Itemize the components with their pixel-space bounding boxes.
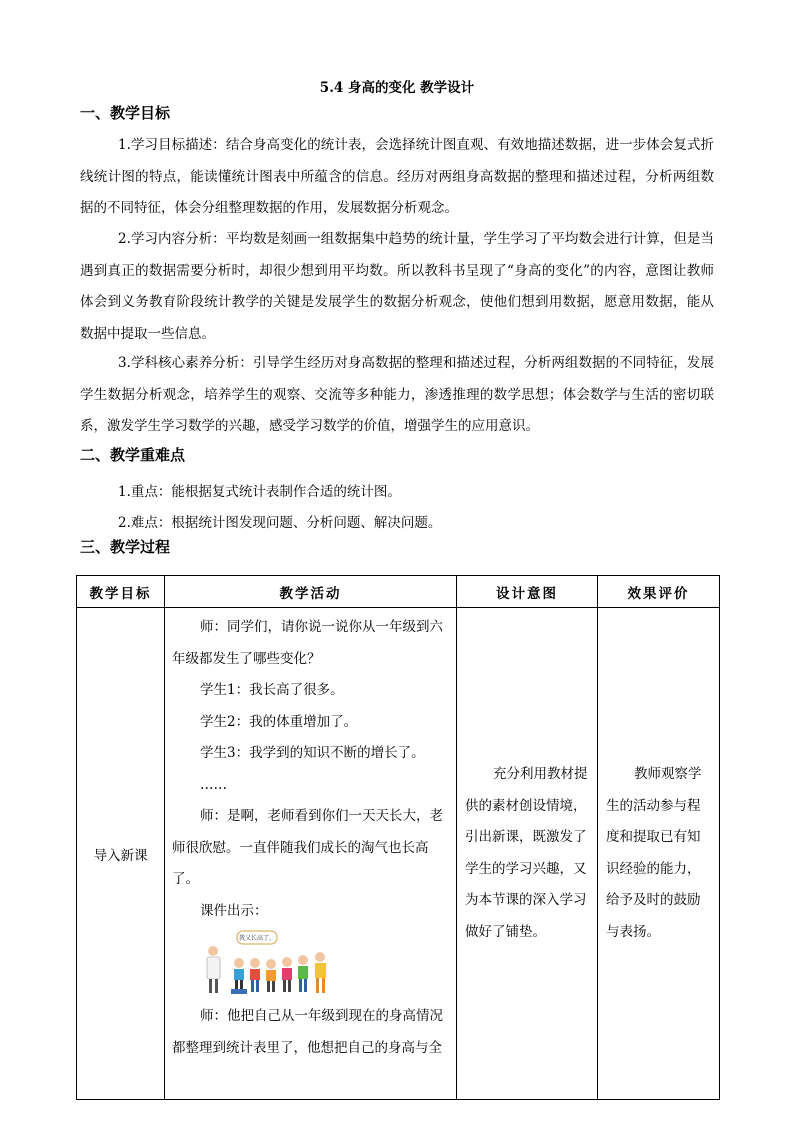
children-height-illustration: [203, 929, 343, 1001]
section-heading-process: 三、教学过程: [80, 538, 171, 556]
column-header-goal: 教学目标: [77, 576, 165, 608]
doctor-coat: [207, 957, 220, 979]
column-header-activity: 教学活动: [165, 576, 457, 608]
activity-line: 课件出示：: [200, 902, 268, 919]
activity-line: 师：是啊，老师看到你们一天天长大，老师很欣慰。一直伴随我们成长的淘气也长高了。: [172, 808, 443, 887]
teaching-process-table: [76, 575, 720, 1100]
goal-paragraph-1: 1.学习目标描述：结合身高变化的统计表，会选择统计图直观、有效地描述数据，进一步体会复式折线统计图的特点，能读懂统计图表中所蕴含的信息。经历对两组身高数据的整理和描述过程，分析两组数据的不同特征，体会分组整理数据的作用，发展数据分析观念。: [80, 137, 714, 216]
activity-line: 学生2：我的体重增加了。: [200, 713, 358, 730]
column-header-intent: 设计意图: [457, 576, 598, 608]
activity-line: ……: [200, 776, 227, 793]
activity-line: 学生1：我长高了很多。: [200, 682, 344, 698]
table-header-row: [77, 576, 720, 608]
child-figure: [315, 952, 326, 993]
child-figure: [250, 958, 260, 992]
activity-line: 学生3：我学到的知识不断的增长了。: [200, 745, 425, 761]
table-row: [77, 608, 720, 1100]
doctor-head: [208, 946, 218, 956]
speech-bubble-text: 我又长高了。: [238, 935, 276, 942]
evaluation-cell: [598, 608, 720, 1100]
activity-cell: [165, 608, 457, 1100]
document-title: 5.4 身高的变化 教学设计: [319, 80, 475, 96]
evaluation-text: 教师观察学生的活动参与程度和提取已有知识经验的能力，给予及时的鼓励与表扬。: [606, 766, 702, 940]
child-figure: [298, 955, 308, 992]
intent-cell: [457, 608, 598, 1100]
activity-line: 师：同学们，请你说一说你从一年级到六年级都发生了哪些变化？: [172, 619, 443, 667]
child-figure: [266, 959, 276, 992]
goal-paragraph-3: 3.学科核心素养分析：引导学生经历对身高数据的整理和描述过程，分析两组数据的不同特征，发展学生数据分析观念，培养学生的观察、交流等多种能力，渗透推理的数学思想；体会数学与生活的密切联系，激发学生学习数学的兴趣，感受学习数学的价值，增强学生的应用意识。: [80, 355, 714, 434]
goal-cell: 导入新课: [77, 608, 165, 1100]
section-heading-goals: 一、教学目标: [80, 104, 171, 122]
height-scale: [231, 989, 247, 994]
child-figure: [234, 958, 244, 989]
child-figure: [282, 957, 292, 992]
activity-line: 师：他把自己从一年级到现在的身高情况都整理到统计表里了，他想把自己的身高与全: [172, 1008, 443, 1056]
difficult-point-item: 2.难点：根据统计图发现问题、分析问题、解决问题。: [118, 515, 442, 531]
goal-paragraph-2: 2.学习内容分析：平均数是刻画一组数据集中趋势的统计量，学生学习了平均数会进行计算，但是当遇到真正的数据需要分析时，却很少想到用平均数。所以教科书呈现了“身高的变化”的内容，意图让教师体会到义务教育阶段统计教学的关键是发展学生的数据分析观念，使他们想到用数据，愿意用数据，能从数据中提取一些信息。: [80, 231, 714, 342]
intent-text: 充分利用教材提供的素材创设情境，引出新课，既激发了学生的学习兴趣，又为本节课的深入学习做好了铺垫。: [465, 766, 588, 940]
key-point-item: 1.重点：能根据复式统计表制作合适的统计图。: [118, 484, 401, 500]
column-header-evaluation: 效果评价: [598, 576, 720, 608]
section-heading-key-points: 二、教学重难点: [80, 446, 186, 464]
